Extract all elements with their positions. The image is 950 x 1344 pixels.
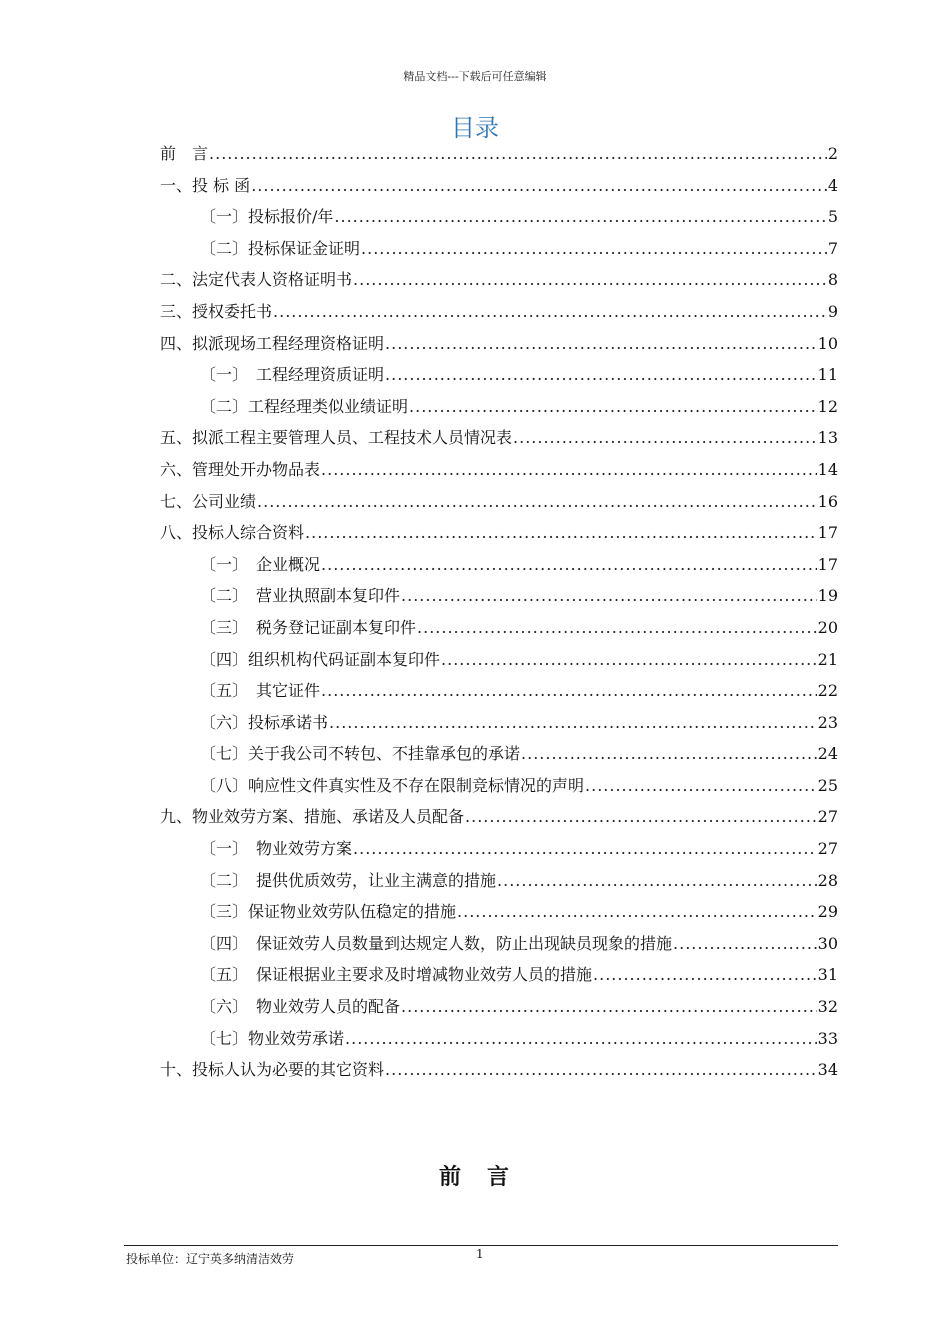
toc-entry-page: 12 (817, 396, 838, 416)
section-heading: 前 言 (438, 1164, 511, 1190)
toc-entry[interactable] (160, 328, 838, 360)
toc-dot-leader (521, 738, 817, 770)
toc-entry[interactable] (160, 612, 838, 644)
toc-entry[interactable] (160, 233, 838, 265)
toc-dot-leader (345, 1023, 817, 1055)
toc-entry[interactable] (160, 928, 838, 960)
toc-entry[interactable] (160, 486, 838, 518)
toc-entry-label: 二、法定代表人资格证明书 (160, 270, 353, 290)
toc-dot-leader (251, 170, 827, 202)
toc-entry-page: 11 (817, 365, 838, 385)
toc-entry-label: 五、拟派工程主要管理人员、工程技术人员情况表 (160, 428, 513, 448)
toc-entry[interactable] (160, 707, 838, 739)
toc-dot-leader (305, 517, 817, 549)
toc-entry-page: 7 (827, 238, 838, 258)
toc-dot-leader (401, 580, 817, 612)
toc-entry[interactable] (160, 738, 838, 770)
toc-entry-page: 21 (817, 649, 838, 669)
toc-entry-page: 23 (817, 712, 838, 732)
toc-dot-leader (321, 675, 817, 707)
toc-entry[interactable] (160, 201, 838, 233)
toc-entry[interactable] (160, 991, 838, 1023)
toc-dot-leader (273, 296, 827, 328)
toc-dot-leader (593, 959, 817, 991)
toc-entry-page: 13 (817, 428, 838, 448)
toc-entry[interactable] (160, 138, 838, 170)
toc-entry-page: 32 (817, 997, 838, 1017)
toc-entry-label: 〔五〕 其它证件 (200, 681, 321, 701)
toc-entry-page: 2 (827, 144, 838, 163)
toc-entry[interactable] (160, 264, 838, 296)
toc-dot-leader (209, 138, 827, 170)
toc-dot-leader (441, 644, 817, 676)
toc-entry-label: 〔五〕 保证根据业主要求及时增减物业效劳人员的措施 (200, 965, 593, 985)
footer-divider (124, 1245, 838, 1246)
toc-entry-label: 〔一〕 企业概况 (200, 554, 321, 574)
toc-dot-leader (385, 328, 817, 360)
toc-entry-label: 前 言 (160, 144, 209, 163)
toc-entry-label: 〔二〕 提供优质效劳，让业主满意的措施 (200, 870, 497, 890)
toc-dot-leader (329, 707, 817, 739)
toc-entry[interactable] (160, 422, 838, 454)
toc-dot-leader (465, 801, 817, 833)
toc-entry-page: 19 (817, 586, 838, 606)
toc-entry[interactable] (160, 770, 838, 802)
toc-entry-label: 四、拟派现场工程经理资格证明 (160, 333, 385, 353)
footer-bidder-unit: 投标单位：辽宁英多纳清洁效劳 (126, 1252, 295, 1266)
toc-entry[interactable] (160, 1054, 838, 1086)
toc-entry[interactable] (160, 675, 838, 707)
toc-entry[interactable] (160, 517, 838, 549)
toc-entry[interactable] (160, 1023, 838, 1055)
toc-dot-leader (673, 928, 817, 960)
toc-entry-label: 〔二〕投标保证金证明 (200, 238, 361, 258)
toc-entry-label: 一、投 标 函 (160, 175, 251, 195)
toc-entry-page: 5 (827, 207, 838, 227)
toc-dot-leader (353, 264, 827, 296)
toc-entry-page: 9 (827, 301, 838, 321)
toc-entry-page: 27 (817, 807, 838, 827)
toc-dot-leader (361, 233, 827, 265)
toc-entry-label: 六、管理处开办物品表 (160, 459, 321, 479)
toc-entry[interactable] (160, 896, 838, 928)
toc-entry-page: 31 (817, 965, 838, 985)
toc-entry-label: 〔三〕 税务登记证副本复印件 (200, 617, 417, 637)
toc-dot-leader (401, 991, 817, 1023)
toc-entry-label: 七、公司业绩 (160, 491, 257, 511)
toc-dot-leader (417, 612, 817, 644)
toc-entry-label: 三、授权委托书 (160, 301, 273, 321)
toc-entry-label: 〔二〕 营业执照副本复印件 (200, 586, 401, 606)
toc-entry[interactable] (160, 644, 838, 676)
toc-dot-leader (257, 486, 817, 518)
toc-entry-page: 25 (817, 775, 838, 795)
toc-entry[interactable] (160, 359, 838, 391)
toc-dot-leader (585, 770, 817, 802)
toc-title: 目录 (451, 114, 499, 142)
toc-entry-page: 14 (817, 459, 838, 479)
toc-entry-page: 4 (827, 175, 838, 195)
toc-entry-page: 34 (817, 1060, 838, 1080)
toc-entry[interactable] (160, 959, 838, 991)
toc-entry-page: 30 (817, 933, 838, 953)
toc-entry-label: 〔六〕 物业效劳人员的配备 (200, 997, 401, 1017)
toc-entry-page: 22 (817, 681, 838, 701)
toc-entry-page: 17 (817, 523, 838, 543)
toc-entry-label: 十、投标人认为必要的其它资料 (160, 1060, 385, 1080)
toc-entry-label: 〔六〕投标承诺书 (200, 712, 329, 732)
toc-entry-page: 33 (817, 1028, 838, 1048)
toc-dot-leader (353, 833, 817, 865)
toc-entry-label: 〔一〕 物业效劳方案 (200, 839, 353, 859)
toc-entry[interactable] (160, 170, 838, 202)
toc-dot-leader (385, 1054, 817, 1086)
toc-dot-leader (385, 359, 817, 391)
toc-entry-label: 〔一〕 工程经理资质证明 (200, 365, 385, 385)
footer-page-number: 1 (476, 1247, 484, 1261)
toc-entry-page: 20 (817, 617, 838, 637)
toc-entry-page: 24 (817, 744, 838, 764)
toc-entry-page: 28 (817, 870, 838, 890)
toc-dot-leader (409, 391, 817, 423)
toc-entry-label: 〔七〕物业效劳承诺 (200, 1028, 345, 1048)
toc-entry-label: 〔四〕组织机构代码证副本复印件 (200, 649, 441, 669)
toc-entry[interactable] (160, 833, 838, 865)
toc-entry-label: 〔三〕保证物业效劳队伍稳定的措施 (200, 902, 457, 922)
toc-entry[interactable] (160, 865, 838, 897)
toc-entry-page: 17 (817, 554, 838, 574)
toc-entry[interactable] (160, 801, 838, 833)
toc-entry[interactable] (160, 580, 838, 612)
table-of-contents (160, 138, 838, 1086)
toc-entry-page: 16 (817, 491, 838, 511)
toc-dot-leader (321, 454, 817, 486)
toc-entry-label: 〔二〕工程经理类似业绩证明 (200, 396, 409, 416)
toc-entry[interactable] (160, 391, 838, 423)
toc-entry[interactable] (160, 454, 838, 486)
toc-entry-page: 29 (817, 902, 838, 922)
toc-dot-leader (334, 201, 826, 233)
toc-dot-leader (497, 865, 817, 897)
toc-dot-leader (321, 549, 817, 581)
header-watermark: 精品文档---下载后可任意编辑 (403, 70, 547, 83)
toc-entry-label: 〔一〕投标报价/年 (200, 207, 334, 227)
toc-entry-label: 九、物业效劳方案、措施、承诺及人员配备 (160, 807, 465, 827)
toc-dot-leader (457, 896, 817, 928)
toc-entry-page: 27 (817, 839, 838, 859)
toc-dot-leader (513, 422, 817, 454)
toc-entry-label: 〔八〕响应性文件真实性及不存在限制竞标情况的声明 (200, 775, 585, 795)
toc-entry-label: 〔七〕关于我公司不转包、不挂靠承包的承诺 (200, 744, 521, 764)
toc-entry-page: 8 (827, 270, 838, 290)
toc-entry[interactable] (160, 296, 838, 328)
toc-entry-label: 〔四〕 保证效劳人员数量到达规定人数，防止出现缺员现象的措施 (200, 933, 673, 953)
toc-entry[interactable] (160, 549, 838, 581)
toc-entry-page: 10 (817, 333, 838, 353)
toc-entry-label: 八、投标人综合资料 (160, 523, 305, 543)
